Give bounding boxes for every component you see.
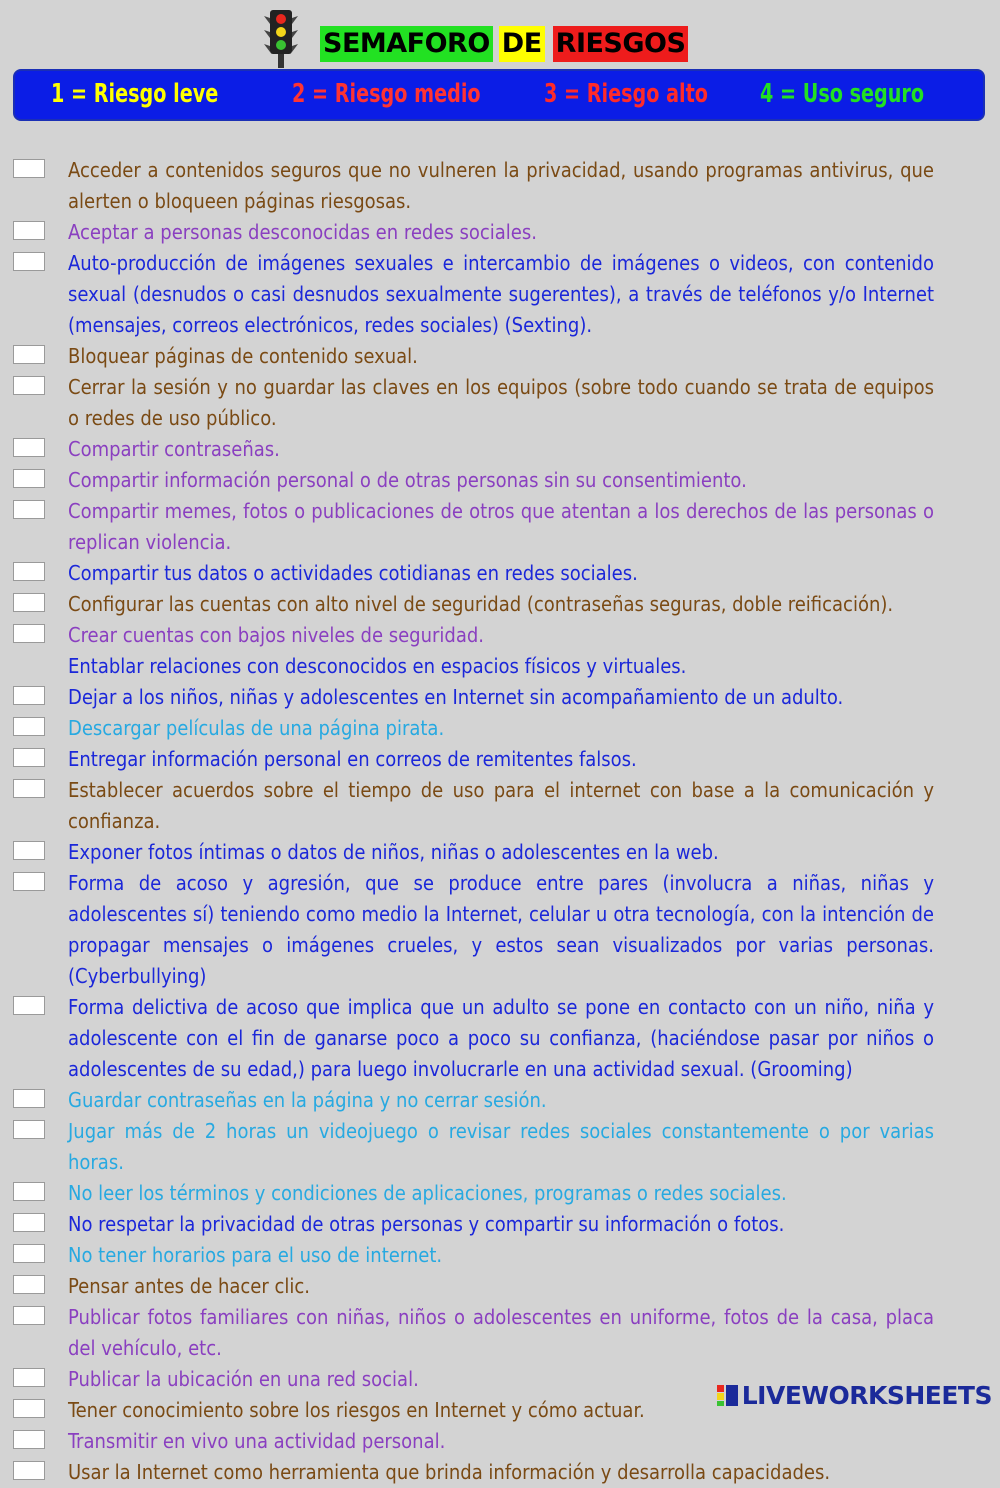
- statement-text: Entablar relaciones con desconocidos en espacios físicos y virtuales.: [68, 654, 687, 678]
- watermark-text: LIVEWORKSHEETS: [741, 1380, 992, 1410]
- answer-input-box[interactable]: [13, 1306, 45, 1325]
- answer-input-box[interactable]: [13, 779, 45, 798]
- answer-input-box[interactable]: [13, 376, 45, 395]
- statement-text: Bloquear páginas de contenido sexual.: [68, 344, 418, 368]
- legend-level-4: 4 = Uso seguro: [760, 79, 925, 109]
- answer-input-box[interactable]: [13, 345, 45, 364]
- statement-text: Guardar contraseñas en la página y no cerrar sesión.: [68, 1088, 547, 1112]
- list-item: [0, 651, 1000, 682]
- statement-text: No respetar la privacidad de otras personas y compartir su información o fotos.: [68, 1212, 785, 1236]
- statement-text: No leer los términos y condiciones de aplicaciones, programas o redes sociales.: [68, 1181, 787, 1205]
- answer-input-box[interactable]: [13, 1120, 45, 1139]
- answer-input-box[interactable]: [13, 1430, 45, 1449]
- statement-text: Jugar más de 2 horas un videojuego o revisar redes sociales constantemente o por varias horas.: [68, 1119, 934, 1174]
- legend-level-2: 2 = Riesgo medio: [292, 79, 481, 109]
- title-de: DE: [499, 26, 545, 62]
- list-item: [0, 434, 1000, 465]
- statement-text: Cerrar la sesión y no guardar las claves en los equipos (sobre todo cuando se trata de equipos o redes de uso público.: [68, 375, 934, 430]
- statement-text: Pensar antes de hacer clic.: [68, 1274, 310, 1298]
- legend-level-3: 3 = Riesgo alto: [544, 79, 708, 109]
- list-item: [0, 589, 1000, 620]
- statement-text: Configurar las cuentas con alto nivel de seguridad (contraseñas seguras, doble reificación).: [68, 592, 894, 616]
- statement-text: Entregar información personal en correos de remitentes falsos.: [68, 747, 637, 771]
- answer-input-box[interactable]: [13, 841, 45, 860]
- list-item: [0, 1116, 1000, 1178]
- list-item: [0, 620, 1000, 651]
- list-item: [0, 1271, 1000, 1302]
- list-item: [0, 155, 1000, 217]
- title-riesgos: RIESGOS: [553, 26, 689, 62]
- answer-input-box[interactable]: [13, 469, 45, 488]
- answer-input-box[interactable]: [13, 252, 45, 271]
- statement-text: Auto-producción de imágenes sexuales e intercambio de imágenes o videos, con contenido sexual (desnudos o casi desnudos sexualmente sugerentes), a través de teléfonos y/o Internet (mensajes, correos electrónicos, redes sociales) (Sexting).: [68, 251, 934, 337]
- answer-input-box[interactable]: [13, 1213, 45, 1232]
- statement-text: Crear cuentas con bajos niveles de seguridad.: [68, 623, 484, 647]
- answer-input-box[interactable]: [13, 593, 45, 612]
- header: [0, 8, 1000, 68]
- answer-input-box[interactable]: [13, 1461, 45, 1480]
- list-item: [0, 744, 1000, 775]
- statement-text: Forma de acoso y agresión, que se produce entre pares (involucra a niñas, niñas y adolescentes sí) teniendo como medio la Internet, celular u otra tecnología, con la intención de propagar mensajes o imágenes crueles, y estos sean visualizados por varias personas. (Cyberbullying): [68, 871, 934, 988]
- answer-input-box[interactable]: [13, 996, 45, 1015]
- list-item: [0, 682, 1000, 713]
- list-item: [0, 1426, 1000, 1457]
- liveworksheets-logo-icon: [716, 1383, 740, 1407]
- statement-text: Exponer fotos íntimas o datos de niños, niñas o adolescentes en la web.: [68, 840, 719, 864]
- answer-input-box[interactable]: [13, 1244, 45, 1263]
- answer-input-box[interactable]: [13, 438, 45, 457]
- answer-input-box[interactable]: [13, 1089, 45, 1108]
- statement-text: Forma delictiva de acoso que implica que un adulto se pone en contacto con un niño, niña y adolescente con el fin de ganarse poco a poco su confianza, (haciéndose pasar por niños o adolescentes de su edad,) para luego involucrarle en una actividad sexual. (Grooming): [68, 995, 934, 1081]
- list-item: [0, 341, 1000, 372]
- legend-level-1: 1 = Riesgo leve: [51, 79, 219, 109]
- statement-text: Usar la Internet como herramienta que brinda información y desarrolla capacidades.: [68, 1460, 831, 1484]
- statement-text: No tener horarios para el uso de internet.: [68, 1243, 443, 1267]
- answer-input-box[interactable]: [13, 1275, 45, 1294]
- answer-input-box[interactable]: [13, 624, 45, 643]
- answer-input-box[interactable]: [13, 1182, 45, 1201]
- answer-input-box[interactable]: [13, 717, 45, 736]
- answer-input-box[interactable]: [13, 500, 45, 519]
- statement-list: [0, 155, 1000, 1488]
- statement-text: Publicar la ubicación en una red social.: [68, 1367, 419, 1391]
- list-item: [0, 496, 1000, 558]
- answer-input-box[interactable]: [13, 159, 45, 178]
- list-item: [0, 372, 1000, 434]
- risk-legend: [13, 69, 985, 121]
- answer-input-box[interactable]: [13, 562, 45, 581]
- list-item: [0, 868, 1000, 992]
- list-item: [0, 1240, 1000, 1271]
- statement-text: Publicar fotos familiares con niñas, niños o adolescentes en uniforme, fotos de la casa, placa del vehículo, etc.: [68, 1305, 934, 1360]
- statement-text: Compartir información personal o de otras personas sin su consentimiento.: [68, 468, 747, 492]
- answer-input-box[interactable]: [13, 686, 45, 705]
- statement-text: Compartir tus datos o actividades cotidianas en redes sociales.: [68, 561, 638, 585]
- watermark: [716, 1380, 992, 1410]
- list-item: [0, 465, 1000, 496]
- list-item: [0, 992, 1000, 1085]
- answer-input-box[interactable]: [13, 872, 45, 891]
- answer-input-box[interactable]: [13, 1368, 45, 1387]
- list-item: [0, 1457, 1000, 1488]
- statement-text: Tener conocimiento sobre los riesgos en Internet y cómo actuar.: [68, 1398, 645, 1422]
- answer-input-box[interactable]: [13, 221, 45, 240]
- title-semaforo: SEMAFORO: [320, 26, 493, 62]
- statement-text: Transmitir en vivo una actividad personal.: [68, 1429, 446, 1453]
- list-item: [0, 1178, 1000, 1209]
- list-item: [0, 248, 1000, 341]
- statement-text: Acceder a contenidos seguros que no vulneren la privacidad, usando programas antivirus, que alerten o bloqueen páginas riesgosas.: [68, 158, 934, 213]
- list-item: [0, 558, 1000, 589]
- traffic-light-icon: [258, 8, 304, 68]
- list-item: [0, 1209, 1000, 1240]
- list-item: [0, 217, 1000, 248]
- page-title: [320, 24, 688, 64]
- answer-input-box[interactable]: [13, 1399, 45, 1418]
- list-item: [0, 1302, 1000, 1364]
- statement-text: Compartir contraseñas.: [68, 437, 280, 461]
- list-item: [0, 1085, 1000, 1116]
- statement-text: Descargar películas de una página pirata.: [68, 716, 445, 740]
- answer-input-box[interactable]: [13, 748, 45, 767]
- statement-text: Establecer acuerdos sobre el tiempo de uso para el internet con base a la comunicación y confianza.: [68, 778, 934, 833]
- statement-text: Compartir memes, fotos o publicaciones de otros que atentan a los derechos de las personas o replican violencia.: [68, 499, 934, 554]
- statement-text: Aceptar a personas desconocidas en redes sociales.: [68, 220, 537, 244]
- list-item: [0, 775, 1000, 837]
- list-item: [0, 713, 1000, 744]
- statement-text: Dejar a los niños, niñas y adolescentes en Internet sin acompañamiento de un adulto.: [68, 685, 844, 709]
- list-item: [0, 837, 1000, 868]
